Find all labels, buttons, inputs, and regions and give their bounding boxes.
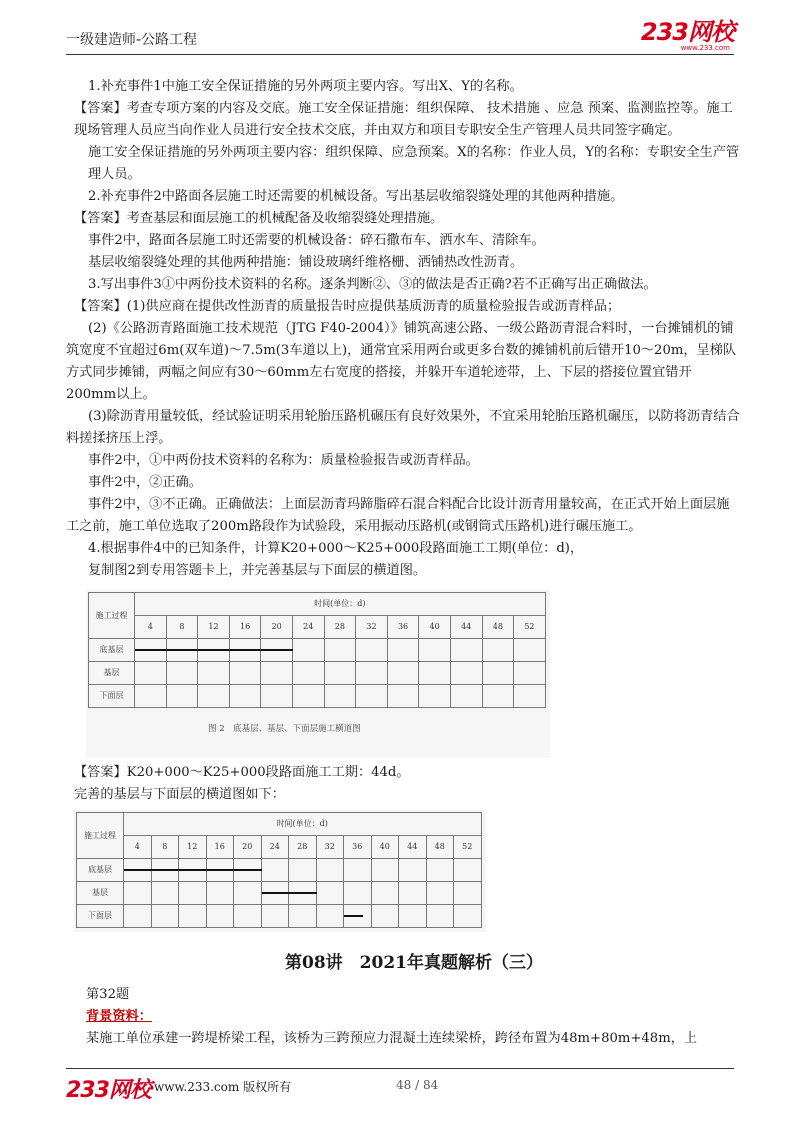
brand-logo-url: www.233.com — [680, 44, 730, 52]
tick-label: 16 — [206, 836, 234, 859]
page-header — [66, 20, 734, 55]
tick-label: 36 — [344, 836, 372, 859]
gantt-table-blank — [88, 592, 546, 708]
paragraph: 基层收缩裂缝处理的其他两种措施：铺设玻璃纤维格栅、洒铺热改性沥青。 — [88, 255, 524, 270]
time-header: 时间(单位：d) — [124, 813, 482, 836]
background-label-text: 背景资料： — [86, 1009, 152, 1024]
paragraph: 4.根据事件4中的已知条件，计算K20+000～K25+000段路面施工工期(单位：d)， — [88, 541, 584, 556]
tick-label: 24 — [292, 616, 324, 639]
tick-label: 40 — [371, 836, 399, 859]
tick-label: 8 — [166, 616, 198, 639]
page-footer — [66, 1068, 734, 1103]
footer-logo: 233网校 — [66, 1078, 151, 1103]
gantt-bar — [234, 869, 262, 871]
paragraph: (2)《公路沥青路面施工技术规范（JTG F40-2004）》铺筑高速公路、一级公路沥青混合料时，一台摊铺机的铺筑宽度不宜超过6m(双车道)～7.5m(3车道以上)，通常宜采用两台或更多台数的摊铺机前后错开10～20m，呈梯队方式同步摊铺，两幅之间应有30～60mm左右宽度的搭接，并躲开车道轮迹带，上、下层的搭接位置宜错开200mm以上。 — [66, 321, 737, 402]
paragraph: 2.补充事件2中路面各层施工时还需要的机械设备。写出基层收缩裂缝处理的其他两种措施。 — [88, 189, 624, 204]
tick-label: 40 — [419, 616, 451, 639]
row-label: 基层 — [77, 882, 124, 905]
gantt-table-completed — [76, 812, 482, 928]
gantt-bar — [262, 892, 290, 894]
figure-completed — [74, 810, 486, 932]
gantt-bar — [198, 649, 230, 651]
document-body — [66, 76, 740, 1050]
tick-label: 24 — [261, 836, 289, 859]
tick-label: 12 — [179, 836, 207, 859]
gantt-bar — [289, 892, 317, 894]
col-header: 施工过程 — [77, 813, 124, 859]
tick-label: 8 — [151, 836, 179, 859]
page-number: 48 / 84 — [396, 1078, 439, 1092]
section-title: 第08讲 2021年真题解析（三） — [285, 953, 543, 973]
row-label: 基层 — [89, 662, 135, 685]
row-label: 下面层 — [89, 685, 135, 708]
figure-caption: 图 2 底基层、基层、下面层施工横道图 — [208, 724, 361, 734]
figure-2 — [86, 590, 550, 758]
gantt-bar — [135, 649, 167, 651]
gantt-bar — [179, 869, 207, 871]
tick-label: 36 — [387, 616, 419, 639]
paragraph: 【答案】K20+000～K25+000段路面施工工期：44d。 — [74, 765, 410, 780]
col-header: 施工过程 — [89, 593, 135, 639]
tick-label: 20 — [261, 616, 293, 639]
tick-label: 12 — [198, 616, 230, 639]
gantt-bar — [344, 915, 363, 917]
tick-label: 28 — [289, 836, 317, 859]
tick-label: 4 — [135, 616, 167, 639]
tick-label: 28 — [324, 616, 356, 639]
gantt-bar — [167, 649, 199, 651]
paragraph: 完善的基层与下面层的横道图如下： — [74, 787, 285, 802]
footer-copyright: www.233.com 版权所有 — [154, 1080, 292, 1094]
background-label — [86, 1006, 740, 1028]
tick-label: 4 — [124, 836, 152, 859]
tick-label: 48 — [482, 616, 514, 639]
tick-label: 52 — [454, 836, 482, 859]
gantt-bar — [124, 869, 152, 871]
tick-label: 32 — [356, 616, 388, 639]
paragraph: 事件2中，路面各层施工时还需要的机械设备：碎石撒布车、洒水车、清除车。 — [88, 233, 545, 248]
row-label: 底基层 — [77, 859, 124, 882]
paragraph: 【答案】考查基层和面层施工的机械配备及收缩裂缝处理措施。 — [74, 211, 444, 226]
tick-label: 48 — [426, 836, 454, 859]
gantt-bar — [152, 869, 180, 871]
tick-label: 16 — [229, 616, 261, 639]
tick-label: 44 — [399, 836, 427, 859]
paragraph: 事件2中，②正确。 — [88, 475, 202, 490]
paragraph: 3.写出事件3①中两份技术资料的名称。逐条判断②、③的做法是否正确?若不正确写出正确做法。 — [88, 277, 657, 292]
time-header: 时间(单位：d) — [135, 593, 546, 616]
paragraph: 复制图2到专用答题卡上，并完善基层与下面层的横道图。 — [88, 563, 427, 578]
row-label: 下面层 — [77, 905, 124, 928]
paragraph: 某施工单位承建一跨堤桥梁工程，该桥为三跨预应力混凝土连续梁桥，跨径布置为48m+80m+48m，上 — [86, 1031, 698, 1046]
gantt-bar — [207, 869, 235, 871]
paragraph: 【答案】(1)供应商在提供改性沥青的质量报告时应提供基质沥青的质量检验报告或沥青样品； — [74, 299, 621, 314]
header-title: 一级建造师-公路工程 — [66, 32, 198, 48]
paragraph: 事件2中，①中两份技术资料的名称为：质量检验报告或沥青样品。 — [88, 453, 479, 468]
paragraph: 【答案】考查专项方案的内容及交底。施工安全保证措施：组织保障、 技术措施 、应急 预案、监测监控等。施工现场管理人员应当向作业人员进行安全技术交底，并由双方和项目专职安全生产管理人员共同签字确定。 — [74, 101, 733, 138]
question-number: 第32题 — [86, 987, 130, 1002]
tick-label: 20 — [234, 836, 262, 859]
paragraph: 1.补充事件1中施工安全保证措施的另外两项主要内容。写出X、Y的名称。 — [88, 79, 523, 94]
brand-logo: 233网校 — [640, 18, 734, 46]
tick-label: 32 — [316, 836, 344, 859]
row-label: 底基层 — [89, 639, 135, 662]
paragraph: (3)除沥青用量较低，经试验证明采用轮胎压路机碾压有良好效果外，不宜采用轮胎压路机碾压，以防将沥青结合料搓揉挤压上浮。 — [66, 409, 740, 446]
tick-label: 52 — [514, 616, 546, 639]
paragraph: 事件2中，③不正确。正确做法：上面层沥青玛蹄脂碎石混合料配合比设计沥青用量较高，在正式开始上面层施工之前，施工单位选取了200m路段作为试验段，采用振动压路机(或钢筒式压路机)进行碾压施工。 — [66, 497, 730, 534]
gantt-bar — [230, 649, 262, 651]
tick-label: 44 — [450, 616, 482, 639]
paragraph: 施工安全保证措施的另外两项主要内容：组织保障、应急预案。X的名称：作业人员，Y的名称：专职安全生产管理人员。 — [88, 145, 740, 182]
gantt-bar — [261, 649, 293, 651]
